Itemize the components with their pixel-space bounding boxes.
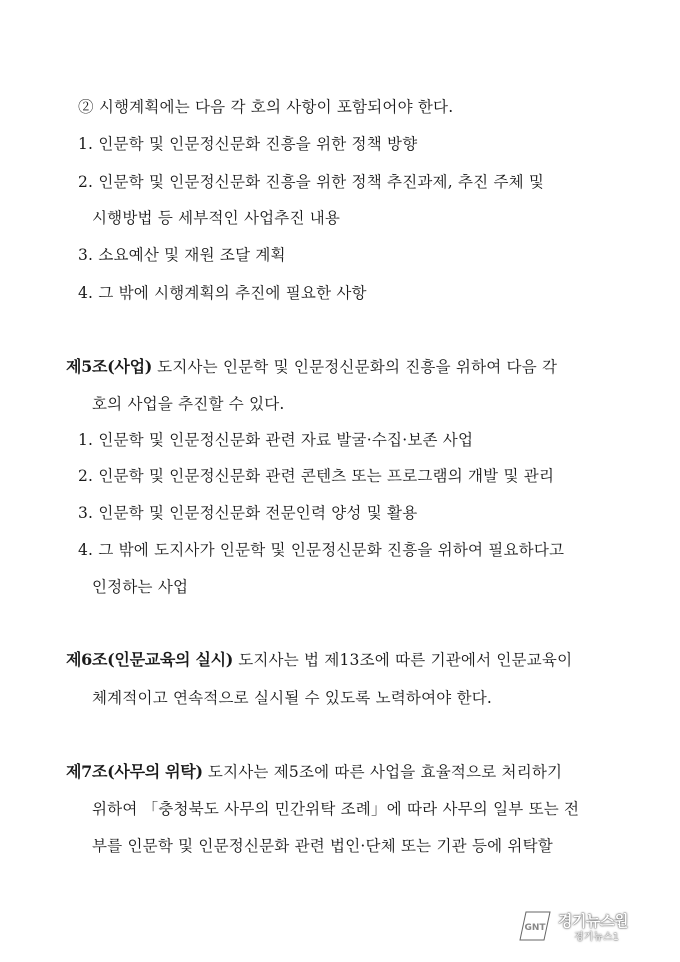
article-7-body-line2: 위하여 「충청북도 사무의 민간위탁 조례」에 따라 사무의 일부 또는 전: [92, 800, 580, 818]
article-6-body-line1: 도지사는 법 제13조에 따른 기관에서 인문교육이: [238, 651, 573, 669]
article-7-body-line3: 부를 인문학 및 인문정신문화 관련 법인·단체 또는 기관 등에 위탁할: [92, 837, 553, 855]
news-logo-icon: [518, 910, 552, 942]
watermark-sub: 경기뉴스1: [574, 932, 620, 943]
svg-text:GNT: GNT: [524, 923, 546, 933]
list-item: 1. 인문학 및 인문정신문화 관련 자료 발굴·수집·보존 사업: [78, 431, 474, 449]
article-6: [66, 650, 572, 670]
list-item: 4. 그 밖에 도지사가 인문학 및 인문정신문화 진흥을 위하여 필요하다고: [78, 541, 565, 559]
watermark-name: 경기뉴스원: [558, 912, 628, 930]
list-item: 2. 인문학 및 인문정신문화 진흥을 위한 정책 추진과제, 추진 주체 및: [78, 173, 545, 191]
list-item: 4. 그 밖에 시행계획의 추진에 필요한 사항: [78, 284, 367, 302]
article-5-body-line1: 도지사는 인문학 및 인문정신문화의 진흥을 위하여 다음 각: [157, 358, 558, 376]
article-6-body-line2: 체계적이고 연속적으로 실시될 수 있도록 노력하여야 한다.: [92, 689, 493, 707]
article-7-title: 제7조(사무의 위탁): [66, 762, 203, 781]
list-item-continuation: 인정하는 사업: [92, 578, 189, 596]
article-6-title: 제6조(인문교육의 실시): [66, 650, 234, 669]
article-5-title: 제5조(사업): [66, 357, 152, 376]
list-item: 1. 인문학 및 인문정신문화 진흥을 위한 정책 방향: [78, 135, 418, 153]
list-item: 3. 인문학 및 인문정신문화 전문인력 양성 및 활용: [78, 504, 418, 522]
article-5-body-line2: 호의 사업을 추진할 수 있다.: [92, 395, 285, 413]
list-item: 2. 인문학 및 인문정신문화 관련 콘텐츠 또는 프로그램의 개발 및 관리: [78, 467, 555, 485]
article-7: [66, 762, 562, 782]
watermark: [518, 906, 658, 946]
article-5: [66, 357, 557, 377]
article-7-body-line1: 도지사는 제5조에 따른 사업을 효율적으로 처리하기: [207, 763, 563, 781]
paragraph-2-intro: ② 시행계획에는 다음 각 호의 사항이 포함되어야 한다.: [78, 98, 454, 116]
list-item: 3. 소요예산 및 재원 조달 계획: [78, 246, 286, 264]
list-item-continuation: 시행방법 등 세부적인 사업추진 내용: [92, 209, 341, 227]
